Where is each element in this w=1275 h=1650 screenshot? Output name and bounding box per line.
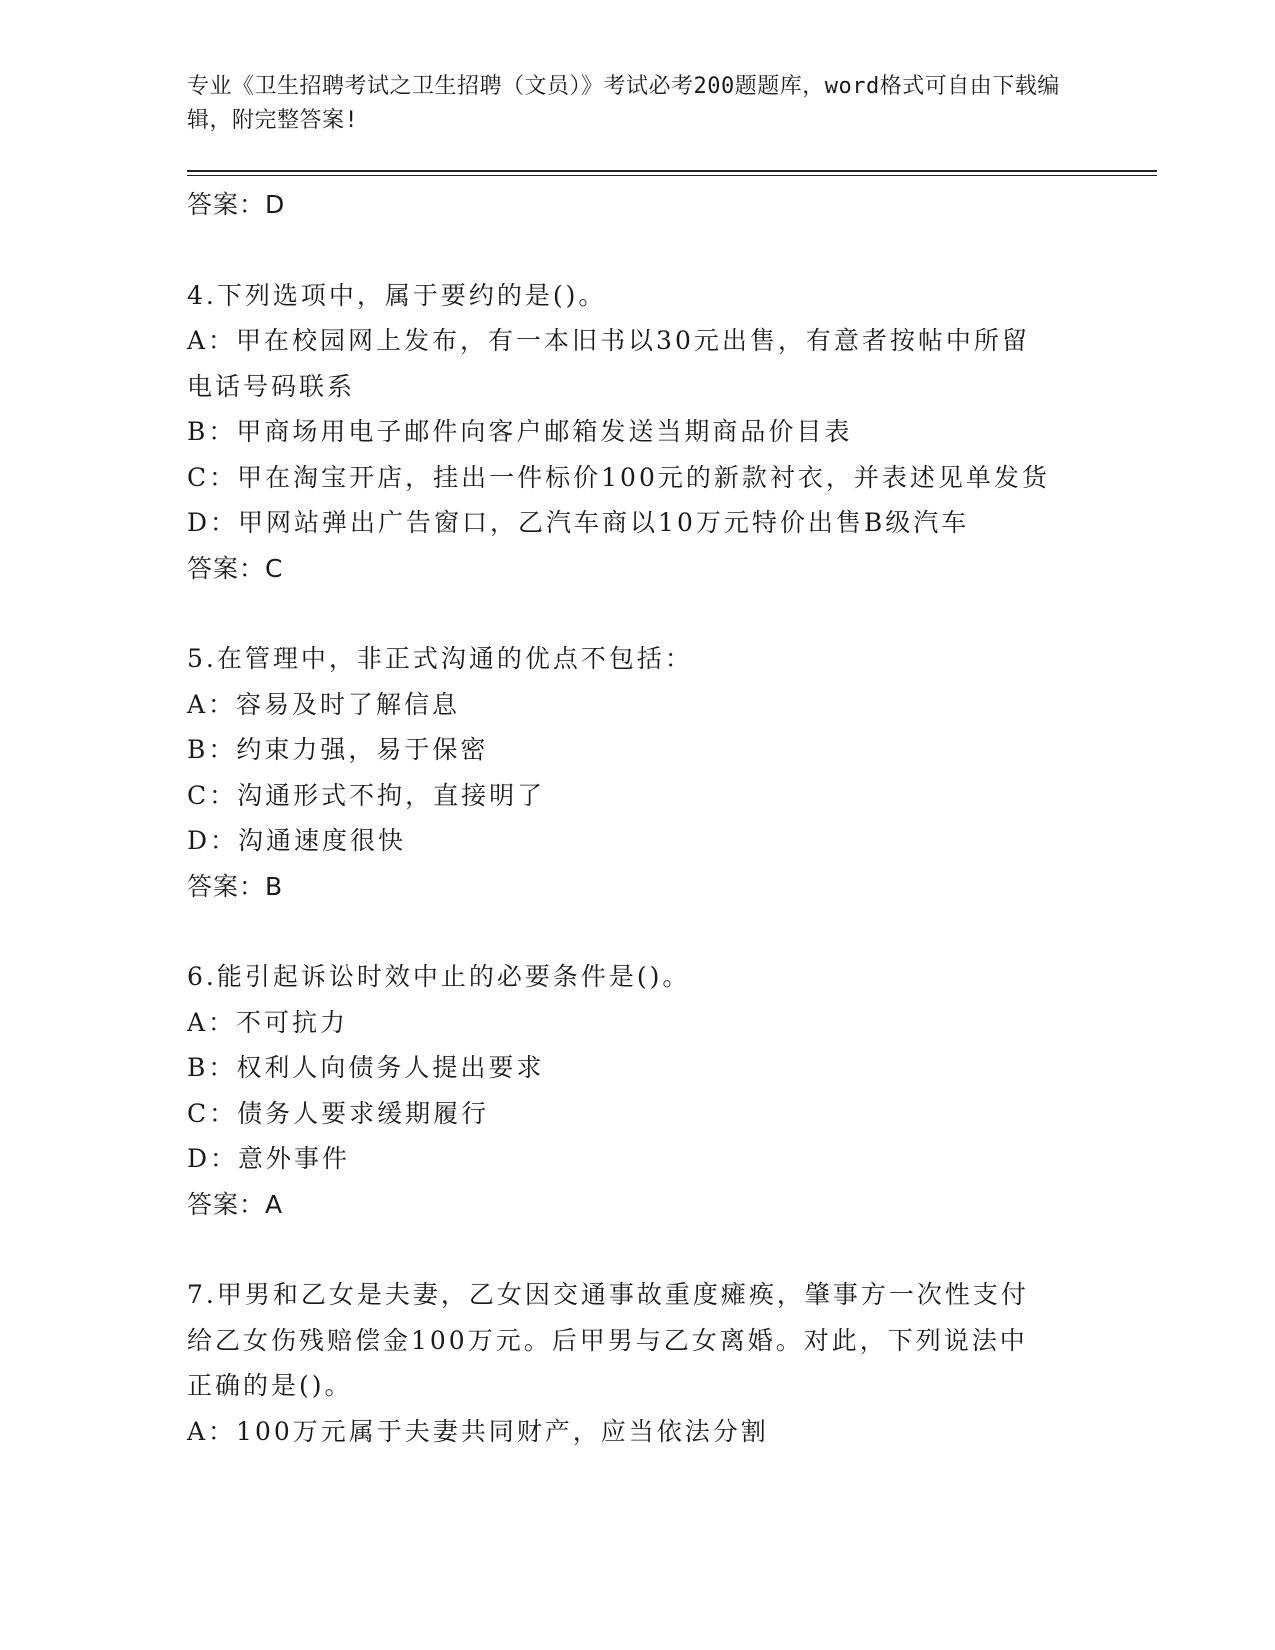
option-c: C：债务人要求缓期履行 [187, 1098, 490, 1128]
answer-line: 答案：C [187, 553, 284, 583]
option-d: D：沟通速度很快 [187, 826, 407, 855]
option-d: D：甲网站弹出广告窗口，乙汽车商以10万元特价出售B级汽车 [187, 508, 970, 537]
question-5 [187, 636, 1157, 909]
option-a: A：100万元属于夫妻共同财产，应当依法分割 [187, 1416, 769, 1446]
answer-line: 答案：B [187, 871, 284, 901]
option-a: A：不可抗力 [187, 1007, 349, 1037]
question-6 [187, 954, 1157, 1227]
question-7 [187, 1272, 1157, 1454]
answer-line: 答案：A [187, 1189, 284, 1219]
document-page [187, 70, 1157, 1454]
option-c: C：沟通形式不拘，直接明了 [187, 780, 546, 810]
option-b: B：甲商场用电子邮件向客户邮箱发送当期商品价目表 [187, 417, 853, 446]
option-b: B：约束力强，易于保密 [187, 735, 489, 764]
answer-line: 答案：D [187, 190, 286, 219]
question-stem: 5.在管理中，非正式沟通的优点不包括： [187, 644, 693, 673]
question-4 [187, 273, 1157, 592]
option-a: A：容易及时了解信息 [187, 689, 461, 719]
document-header: 专业《卫生招聘考试之卫生招聘（文员）》考试必考200题题库，word格式可自由下载编辑，附完整答案! [187, 74, 1060, 133]
option-b: B：权利人向债务人提出要求 [187, 1053, 545, 1082]
option-c: C：甲在淘宝开店，挂出一件标价100元的新款衬衣，并表述见单发货 [187, 462, 1050, 492]
question-stem: 4.下列选项中，属于要约的是()。 [187, 280, 607, 310]
header-divider [187, 170, 1157, 176]
question-stem: 7.甲男和乙女是夫妻，乙女因交通事故重度瘫痪，肇事方一次性支付给乙女伤残赔偿金100万元。后甲男与乙女离婚。对此，下列说法中正确的是()。 [187, 1280, 1029, 1400]
question-stem: 6.能引起诉讼时效中止的必要条件是()。 [187, 962, 691, 991]
option-d: D：意外事件 [187, 1144, 351, 1173]
option-a: A：甲在校园网上发布，有一本旧书以30元出售，有意者按帖中所留电话号码联系 [187, 326, 1030, 401]
